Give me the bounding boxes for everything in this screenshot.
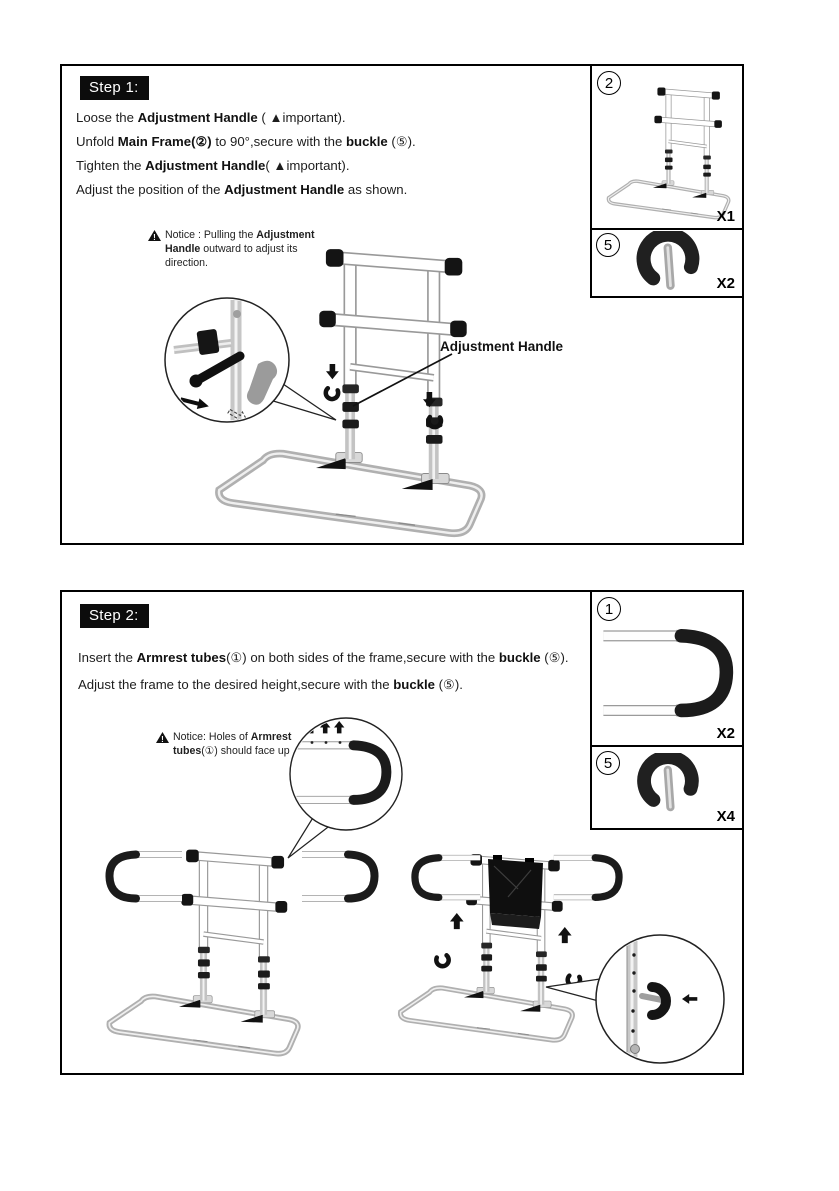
- buckle-attachment-callout: [546, 935, 724, 1063]
- step1-instruction-line: Tighten the Adjustment Handle( ▲important).: [76, 158, 350, 173]
- up-arrow-icon: [558, 927, 572, 943]
- right-armrest-tube: [302, 851, 375, 902]
- part-armrest-cell: [592, 592, 742, 747]
- step2-exploded-diagram: [72, 833, 402, 1071]
- storage-pouch: [488, 855, 543, 929]
- bed-rail-frame-illustration: [109, 850, 298, 1054]
- part-number-badge: 5: [596, 751, 620, 775]
- buckle-thumbnail: [632, 231, 704, 291]
- buckle-clip-icon: [324, 387, 339, 400]
- step2-header: Step 2:: [80, 604, 149, 628]
- step1-header: Step 1:: [80, 76, 149, 100]
- svg-text:!: !: [161, 735, 164, 744]
- left-armrest-tube: [415, 855, 480, 901]
- warning-icon: [156, 732, 169, 744]
- step1-assembly-diagram: [140, 226, 605, 540]
- left-armrest-tube: [109, 851, 182, 902]
- svg-text:!: !: [153, 233, 156, 242]
- bed-rail-frame-illustration: [400, 854, 572, 1040]
- step1-parts-box: [590, 64, 744, 298]
- step1-instruction-line: Adjust the position of the Adjustment Handle as shown.: [76, 182, 408, 197]
- part-main-frame-cell: [592, 66, 742, 230]
- part-number-badge: 1: [597, 597, 621, 621]
- part-quantity: X2: [716, 275, 735, 292]
- part-quantity: X1: [716, 208, 735, 225]
- down-arrow-icon: [326, 364, 339, 379]
- buckle-clip-icon: [436, 955, 450, 967]
- adjustment-handle-label: Adjustment Handle: [440, 339, 564, 354]
- part-number-badge: 2: [597, 71, 621, 95]
- step1-instruction-line: Loose the Adjustment Handle ( ▲important).: [76, 110, 346, 125]
- main-frame-thumbnail: [595, 84, 741, 220]
- part-quantity: X4: [716, 808, 735, 825]
- step2-instructions: [78, 644, 569, 698]
- step2-instruction-line: Adjust the frame to the desired height,secure with the buckle (⑤).: [78, 677, 463, 692]
- part-buckle-cell: [592, 230, 742, 294]
- adjustment-handle-callout: [165, 298, 336, 427]
- buckle-thumbnail: [634, 753, 702, 813]
- right-armrest-tube: [554, 855, 619, 901]
- part-number-badge: 5: [596, 233, 620, 257]
- step2-notice-text: Notice: Holes of Armrest tubes(①) should face up: [173, 731, 292, 757]
- step1-instruction-line: Unfold Main Frame(②) to 90°,secure with the buckle (⑤).: [76, 134, 416, 149]
- part-buckle-cell: [592, 747, 742, 828]
- step1-notice-text: Notice : Pulling the Adjustment Handle outward to adjust its direction.: [165, 229, 315, 269]
- step2-assembled-diagram: [390, 835, 742, 1071]
- step2-instruction-line: Insert the Armrest tubes(①) on both sides of the frame,secure with the buckle (⑤).: [78, 650, 569, 665]
- step1-instructions: [76, 106, 416, 202]
- up-arrow-icon: [450, 913, 464, 929]
- step2-notice: [156, 731, 294, 759]
- armrest-tube-thumbnail: [600, 624, 734, 724]
- part-quantity: X2: [716, 725, 735, 742]
- step2-parts-box: [590, 590, 744, 830]
